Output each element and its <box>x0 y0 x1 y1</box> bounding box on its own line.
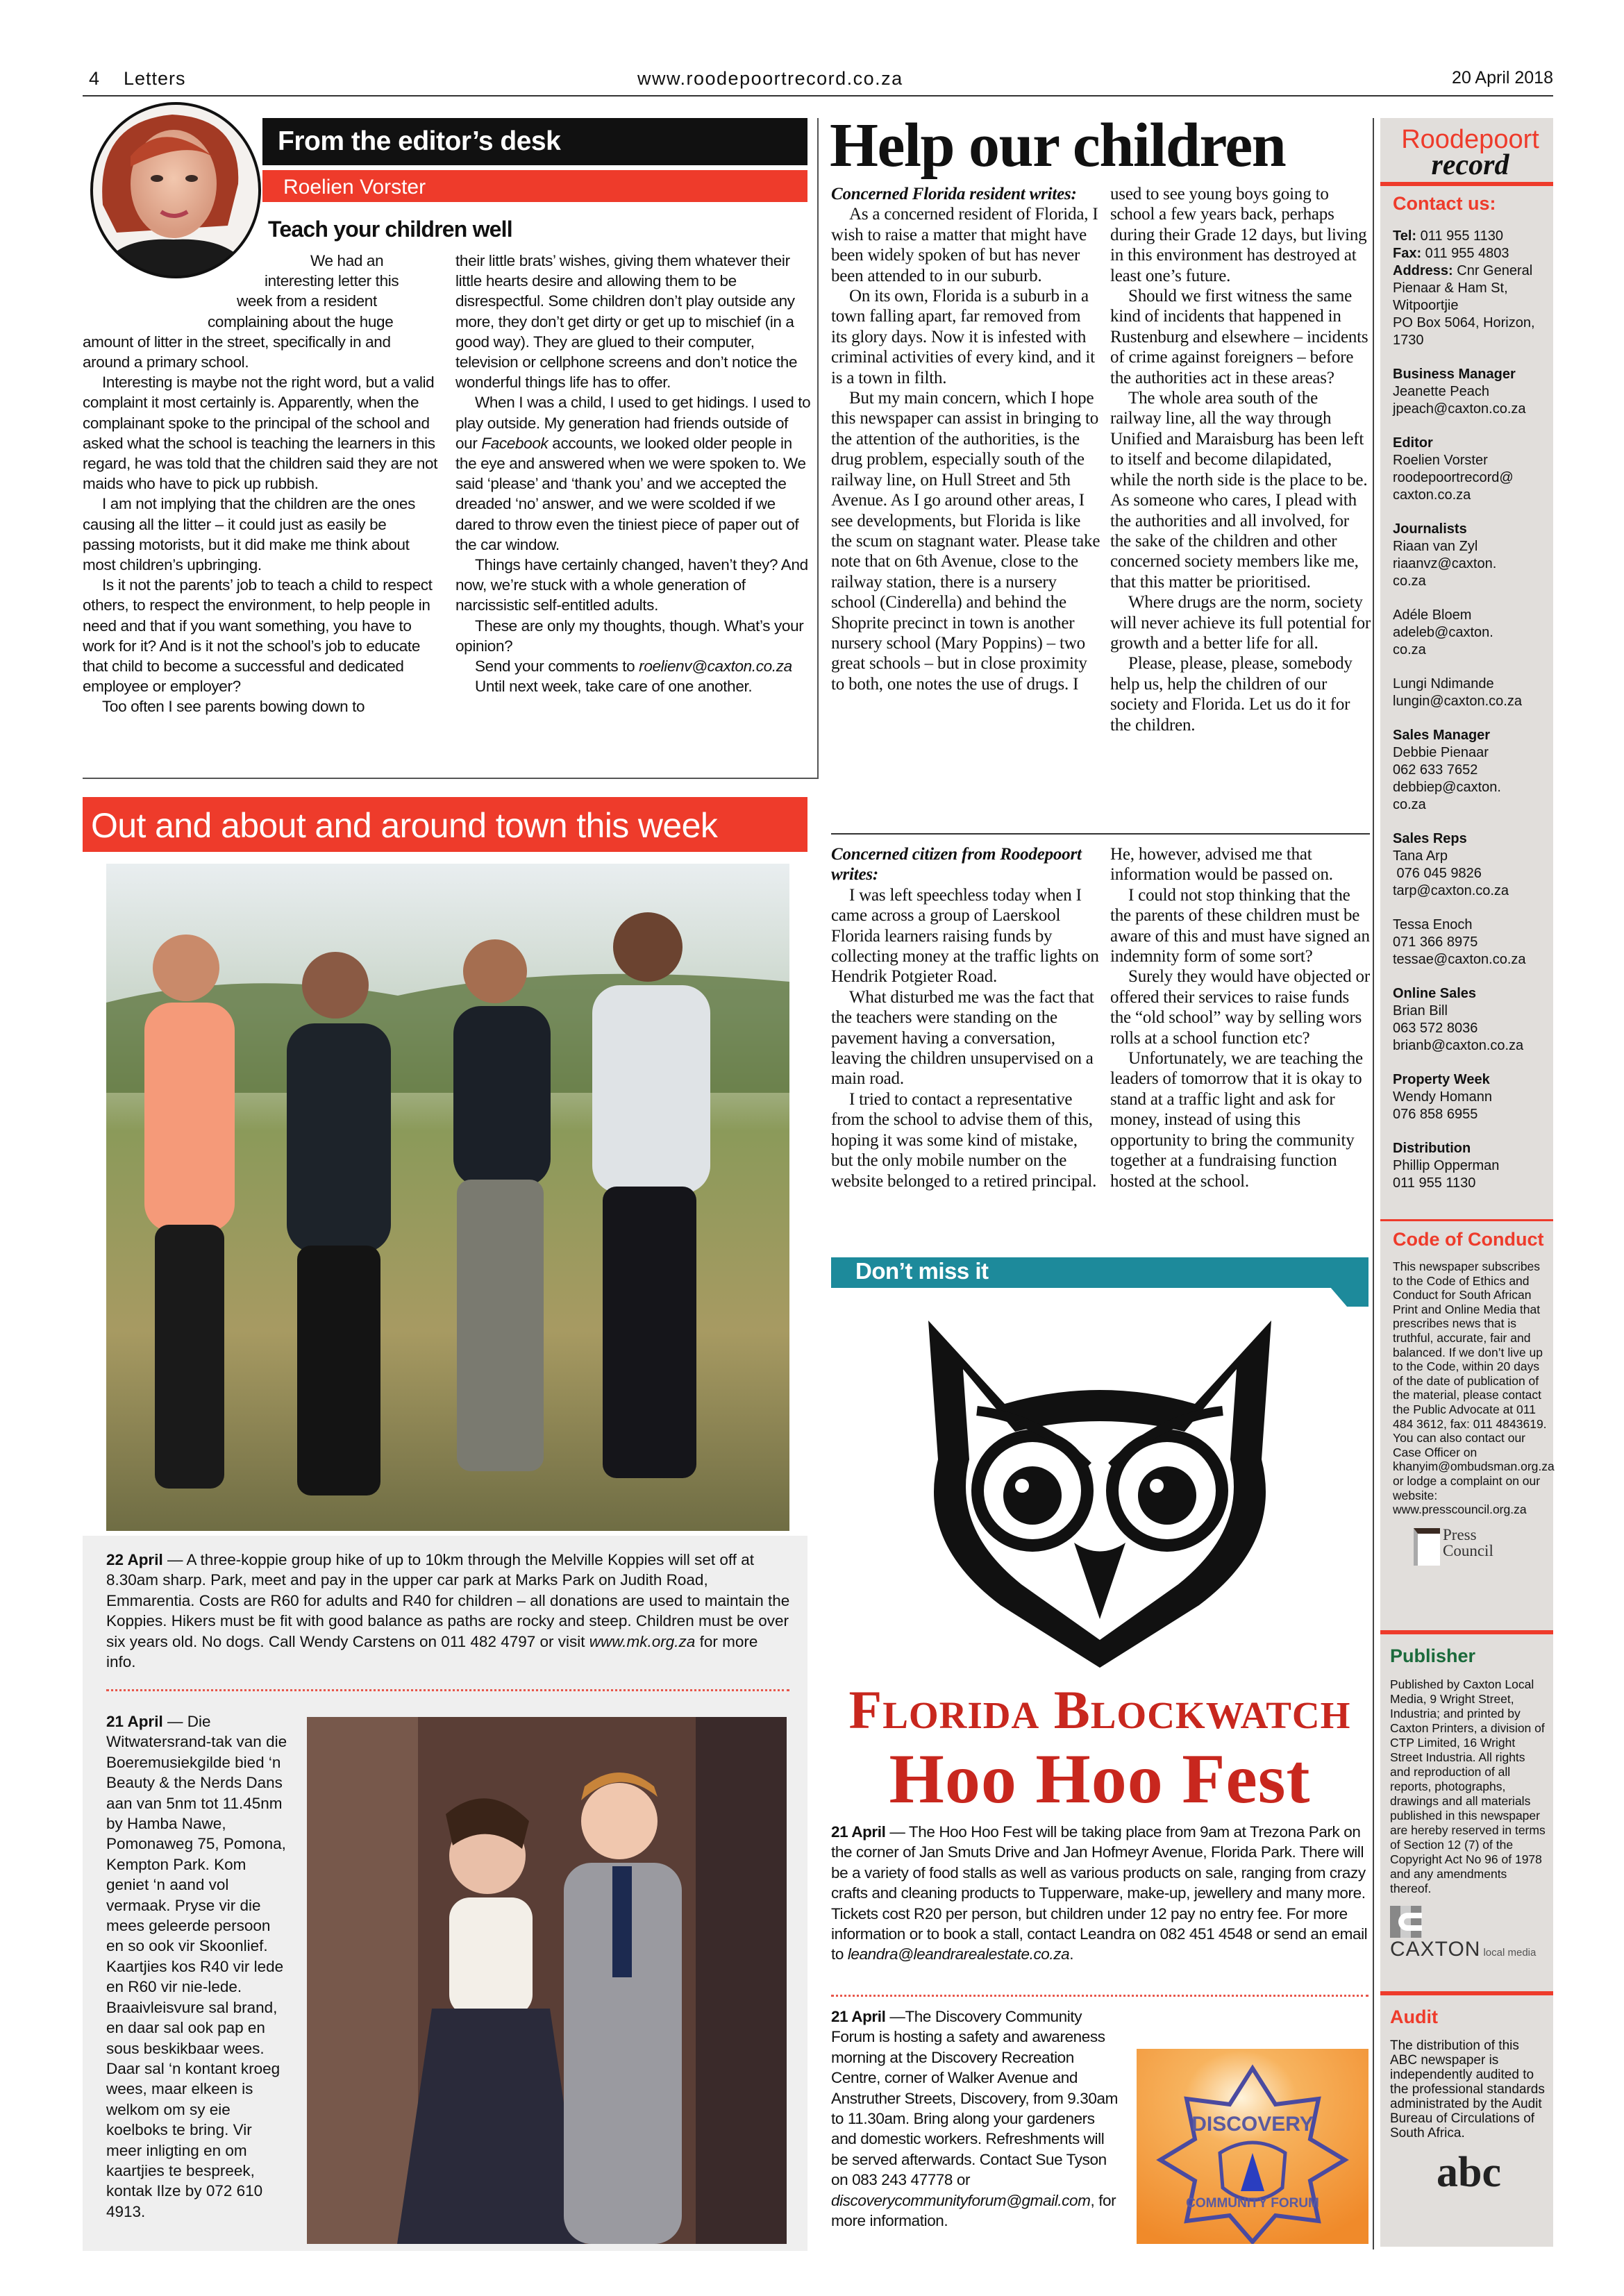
staff-name: Roelien Vorster <box>1393 453 1488 468</box>
letter-paragraph: I could not stop thinking that the the parents of these children must be aware of this and must have signed an indemnity form of some sort? <box>1110 885 1370 966</box>
address-label: Address: <box>1393 263 1453 278</box>
event-email-link[interactable]: discoverycommunityforum@gmail.com <box>831 2191 1091 2209</box>
staff-email[interactable]: riaanvz@caxton. <box>1393 556 1497 571</box>
event-link[interactable]: www.mk.org.za <box>589 1632 696 1650</box>
editor-paragraph: Too often I see parents bowing down to <box>102 698 365 716</box>
dont-miss-title: Don’t miss it <box>855 1258 989 1284</box>
letter2-column-2 <box>1110 844 1371 1191</box>
editor-paragraph: Is it not the parents’ job to teach a child to respect others, to respect the environment, to help people in need and that if you want something, you have to work for it? And is it not the school’s job to educate that child to become a successful and dedicated employee or employer? <box>83 576 433 696</box>
facebook-mention: Facebook <box>481 434 549 452</box>
staff-name: Tana Arp <box>1393 848 1448 864</box>
event-dance <box>106 1711 288 2222</box>
editor-headline: Teach your children well <box>268 217 512 242</box>
staff-phone: 076 858 6955 <box>1393 1107 1478 1122</box>
staff-sales-rep <box>1393 916 1548 969</box>
editor-author-bar <box>262 170 807 202</box>
editor-paragraph: Interesting is maybe not the right word, but a valid complaint it most certainly is. Apparently, when the complainant spoke to the principal of the school and asked what the school is teaching the learners in this regard, he was told that the children said they are not maids who have to pick up rubbish. <box>83 374 438 493</box>
staff-name: Lungi Ndimande <box>1393 676 1494 692</box>
staff-name: Wendy Homann <box>1393 1089 1493 1105</box>
event-text: for more info. <box>106 1632 758 1671</box>
staff-role: Distribution <box>1393 1141 1471 1156</box>
staff-name: Debbie Pienaar <box>1393 745 1489 760</box>
event-divider <box>106 1689 789 1691</box>
code-of-conduct-text: This newspaper subscribes to the Code of Ethics and Conduct for South African Print and Online Media that prescribes news that is truthful, accurate, fair and balanced. If we don’t live up to the Code, within 20 days of the date of publication of the material, please contact the Public Advocate at 011 484 3612, fax: 011 4843619. You can also contact our Case Officer on khanyim@ombudsman.org.za or lodge a complaint on our website: www.presscouncil.org.za <box>1393 1259 1555 1517</box>
letter-paragraph: Please, please, please, somebody help us, help the children of our society and Florida. Let us do it for the children. <box>1110 654 1353 735</box>
editor-banner-title: From the editor’s desk <box>278 126 561 156</box>
staff-role: Business Manager <box>1393 367 1516 382</box>
staff-role: Journalists <box>1393 521 1467 537</box>
letter-paragraph: The whole area south of the railway line, all the way through Unified and Maraisburg has been left to itself and become dilapidated, while the north side is the place to be. As someone who cares, I plead with the authorities and all involved, for the sake of the children and other concerned society members like me, that this matter be prioritised. <box>1110 389 1368 592</box>
sidebar-rule <box>1380 182 1553 186</box>
staff-email[interactable]: caxton.co.za <box>1393 487 1471 503</box>
hiker-3 <box>453 939 551 1471</box>
issue-date: 20 April 2018 <box>1452 68 1553 87</box>
letter-paragraph: What disturbed me was the fact that the teachers were standing on the pavement having a conversation, leaving the children unsupervised on a main road. <box>831 987 1094 1089</box>
editor-banner <box>262 118 807 165</box>
event-date: 21 April <box>106 1713 163 1730</box>
letter1-column-1 <box>831 184 1100 694</box>
fax-label: Fax: <box>1393 246 1422 261</box>
staff-journalist <box>1393 521 1548 590</box>
staff-email[interactable]: co.za <box>1393 573 1426 589</box>
code-of-conduct-heading: Code of Conduct <box>1393 1229 1544 1250</box>
editor-paragraph: Until next week, take care of one another. <box>475 678 753 696</box>
staff-journalist <box>1393 676 1548 710</box>
editor-column-2 <box>455 251 811 696</box>
staff-email[interactable]: lungin@caxton.co.za <box>1393 694 1522 709</box>
event-hike <box>106 1550 790 1672</box>
letter-paragraph: As a concerned resident of Florida, I wish to raise a matter that might have been widely spoken of but has never been attended to in our suburb. <box>831 205 1098 285</box>
staff-phone: 062 633 7652 <box>1393 762 1478 778</box>
tel-label: Tel: <box>1393 228 1417 244</box>
letters-divider <box>831 833 1370 835</box>
staff-journalist <box>1393 607 1548 659</box>
editor-paragraph: These are only my thoughts, though. What’s your opinion? <box>455 617 804 655</box>
sidebar-rule <box>1380 1630 1553 1634</box>
staff-name: Adéle Bloem <box>1393 607 1472 623</box>
letter1-column-2 <box>1110 184 1371 735</box>
staff-name: Phillip Opperman <box>1393 1158 1500 1173</box>
roodepoort-record-logo <box>1393 125 1548 181</box>
editor-paragraph: their little brats’ wishes, giving them whatever their little hearts desire and allowing them to be disrespectful. Some children don’t play outside any more, they don’t get dirty or get up to mischief (in a good way). They are glued to their computer, television or cellphone screens and don’t notice the wonderful things life has to offer. <box>455 252 798 392</box>
event-text: — The Hoo Hoo Fest will be taking place from 9am at Trezona Park on the corner of Jan Smuts Drive and Jan Hofmeyr Avenue, Florida Park. There will be a variety of food stalls as well as various products on sale, ranging from crazy crafts and cleaning products to Tupperware, make-up, jewellery and many more. Tickets cost R20 per person, but children under 12 pay no entry fee. For more information or to book a stall, contact Leandra on 082 451 4548 or send an email to <box>831 1823 1368 1963</box>
staff-role: Sales Manager <box>1393 728 1491 743</box>
event-text: — Die Witwatersrand-tak van die Boeremusiekgilde bied ‘n Beauty & the Nerds Dans aan van 5nm tot 11.45nm by Hamba Nawe, Pomonaweg 75, Pomona, Kempton Park. Kom geniet ‘n aand vol vermaak. Pryse vir die mees geleerde persoon en so ook vir Skoonlief. Kaartjies kos R40 vir lede en R60 vir nie-lede. Braaivleisvure sal brand, en daar sal ook pap en sous beskikbaar wees. Daar sal ‘n kontant kroeg wees, maar elkeen is welkom om sy eie koelboks te bring. Vir meer inligting en om kaartjies te bespreek, kontak Ilze by 072 610 4913. <box>106 1713 287 2220</box>
dance-photo <box>307 1717 787 2244</box>
editor-paragraph: I am not implying that the children are the ones causing all the litter – it could just as easily be passing motorists, but it did make me think about most children’s upbringing. <box>83 495 415 574</box>
staff-email[interactable]: co.za <box>1393 642 1426 657</box>
abc-logo: abc <box>1437 2149 1501 2196</box>
poster-hoo-hoo-fest: Hoo Hoo Fest <box>889 1740 1311 1818</box>
letter-paragraph: used to see young boys going to school a few years back, perhaps during their Grade 12 days, but living in this environment has destroyed at least one’s future. <box>1110 185 1367 285</box>
discovery-forum-logo <box>1137 2049 1368 2244</box>
staff-email[interactable]: adeleb@caxton. <box>1393 625 1493 640</box>
editor-paragraph: We had an interesting letter this week from a resident complaining about the huge amount of litter in the street, specifically in and around a primary school. <box>83 252 399 371</box>
header-rule <box>83 95 1553 97</box>
staff-email[interactable]: co.za <box>1393 797 1426 812</box>
staff-role: Property Week <box>1393 1072 1490 1087</box>
event-email-link[interactable]: leandra@leandrarealestate.co.za <box>847 1945 1070 1963</box>
staff-email[interactable]: debbiep@caxton. <box>1393 780 1501 795</box>
staff-sales-manager <box>1393 727 1548 814</box>
address: Cnr General Pienaar & Ham St, Witpoortjie <box>1393 263 1533 313</box>
hiker-4 <box>592 912 710 1478</box>
hiker-2 <box>287 952 391 1495</box>
publisher-text: Published by Caxton Local Media, 9 Wright Street, Industria; and printed by Caxton Printers, a division of CTP Limited, 16 Wright Street Industria. All rights and reproduction of all reports, photographs, drawings and all materials published in this newspaper are hereby reserved in terms of Section 12 (7) of the Copyright Act No 96 of 1978 and any amendments thereof. <box>1390 1677 1546 1895</box>
logo-line-2: record <box>1431 149 1509 181</box>
discovery-logo-subtext: COMMUNITY FORUM <box>1186 2196 1319 2211</box>
letter-paragraph: I tried to contact a representative from the school to advise them of this, hoping it was some kind of mistake, but the only mobile number on the website belonged to a retired principal. <box>831 1089 1097 1191</box>
editor-column-1 <box>83 251 438 717</box>
staff-distribution <box>1393 1140 1548 1192</box>
editor-author: Roelien Vorster <box>283 176 426 199</box>
sidebar-rule <box>1380 1991 1553 1995</box>
text: When I was a child, I used to get hidings. I used to play outside. My generation had friends outside of our <box>455 394 811 452</box>
event-text: —The Discovery Community Forum is hosting a safety and awareness morning at the Discovery Recreation Centre, corner of Walker Avenue and Anstruther Streets, Discovery, from 9.30am to 11.30am. Bring along your gardeners and domestic workers. Refreshments will be served afterwards. Contact Sue Tyson on 083 243 47778 or <box>831 2008 1118 2189</box>
staff-role: Editor <box>1393 435 1433 451</box>
logo-line-1: Roodepoort <box>1401 125 1539 154</box>
staff-email[interactable]: roodepoortrecord@ <box>1393 470 1514 485</box>
letters-title: Help our children <box>830 111 1286 180</box>
staff-property-week <box>1393 1071 1548 1123</box>
page-number: 4 <box>89 68 100 89</box>
staff-phone: 076 045 9826 <box>1393 866 1482 881</box>
staff-phone: 071 366 8975 <box>1393 935 1478 950</box>
column-divider <box>1373 118 1374 2249</box>
poster-florida-blockwatch: Florida Blockwatch <box>848 1679 1351 1740</box>
publisher-heading: Publisher <box>1390 1645 1476 1666</box>
hike-photo <box>106 864 789 1531</box>
editor-email-link[interactable]: roelienv@caxton.co.za <box>639 657 792 676</box>
website[interactable]: www.roodepoortrecord.co.za <box>637 68 903 89</box>
owl-illustration <box>831 1314 1368 1675</box>
event-date: 21 April <box>831 2008 886 2025</box>
staff-email[interactable]: jpeach@caxton.co.za <box>1393 401 1526 417</box>
staff-role: Sales Reps <box>1393 831 1467 846</box>
staff-phone: 011 955 1130 <box>1393 1175 1476 1191</box>
staff-sales-rep <box>1393 830 1548 900</box>
hiker-1 <box>144 935 235 1489</box>
staff-online-sales <box>1393 985 1548 1055</box>
staff-email[interactable]: tessae@caxton.co.za <box>1393 952 1526 967</box>
audit-text: The distribution of this ABC newspaper is independently audited to the professional standards administrated by the Audit Bureau of Circulations of South Africa. <box>1390 2038 1545 2140</box>
staff-business-manager <box>1393 366 1548 418</box>
out-and-about-banner <box>83 797 807 852</box>
event-divider <box>831 1995 1368 1997</box>
staff-name: Brian Bill <box>1393 1003 1448 1019</box>
event-date: 22 April <box>106 1551 163 1568</box>
editor-paragraph <box>455 656 811 676</box>
event-hoo-hoo-fest <box>831 1822 1373 1965</box>
letter2-column-1 <box>831 844 1100 1191</box>
event-discovery-forum <box>831 2006 1121 2231</box>
text: accounts, we looked older people in the eye and answered when we were spoken to. We said ‘please’ and ‘thank you’ and we accepted the dreaded ‘no’ answer, and we were scolded if we dared to throw even the tiniest piece of paper out of the car window. <box>455 434 806 553</box>
staff-role: Online Sales <box>1393 986 1477 1001</box>
staff-name: Riaan van Zyl <box>1393 539 1478 554</box>
audit-heading: Audit <box>1390 2006 1438 2027</box>
letter-paragraph: Surely they would have objected or offered their services to raise funds the “old school” way by selling wors rolls at a school function etc? <box>1110 967 1370 1048</box>
caxton-logo: CAXTON local media <box>1390 1906 1548 1961</box>
staff-editor <box>1393 435 1548 504</box>
event-text: — A three-koppie group hike of up to 10km through the Melville Koppies will set off at 8.30am sharp. Park, meet and pay in the upper car park at Marks Park on Judith Road, Emmarentia. Costs are R60 for adults and R40 for children – all donations are used to maintain the Koppies. Hikers must be fit with good balance as paths are rocky and steep. Children must be over six years old. No dogs. Call Wendy Carstens on 011 482 4797 or visit <box>106 1551 790 1650</box>
editor-paragraph <box>455 392 811 555</box>
discovery-logo-text: DISCOVERY <box>1191 2113 1314 2136</box>
sidebar <box>1380 118 1553 2247</box>
event-text: , for more information. <box>831 2191 1116 2230</box>
sidebar-rule <box>1380 1219 1553 1221</box>
event-date: 21 April <box>831 1823 886 1841</box>
staff-email[interactable]: brianb@caxton.co.za <box>1393 1038 1524 1053</box>
fax-number: 011 955 4803 <box>1421 246 1509 261</box>
letter-paragraph: He, however, advised me that information would be passed on. <box>1110 845 1333 885</box>
letter-paragraph: Should we first witness the same kind of incidents that happened in Rustenburg and elsewhere – incidents of crime against foreigners – before the authorities act in these areas? <box>1110 287 1368 387</box>
letter-paragraph: On its own, Florida is a suburb in a town falling apart, far removed from its glory days. Now it is infested with criminal activities of every kind, and it is a town in filth. <box>831 287 1095 387</box>
event-text: . <box>1069 1945 1074 1963</box>
letter-paragraph: I was left speechless today when I came across a group of Laerskool Florida learners raising funds by collecting money at the traffic lights on Hendrik Potgieter Road. <box>831 885 1099 987</box>
po-box: PO Box 5064, Horizon, 1730 <box>1393 315 1535 348</box>
letter-byline: Concerned Florida resident writes: <box>831 185 1077 203</box>
staff-name: Tessa Enoch <box>1393 917 1473 932</box>
out-and-about-title: Out and about and around town this week <box>91 806 718 845</box>
staff-phone: 063 572 8036 <box>1393 1021 1478 1036</box>
press-council-logo: Press Council <box>1414 1527 1548 1561</box>
editor-paragraph: Things have certainly changed, haven’t they? And now, we’re stuck with a whole generation of narcissistic self-entitled adults. <box>455 556 808 614</box>
letter-paragraph: But my main concern, which I hope this newspaper can assist in bringing to the attention of the authorities, is the drug problem, especially south of the railway line, on Hull Street and 5th Avenue. As I go around other areas, I see developments, but Florida is like the scum on stagnant water. Please take note that on 6th Avenue, close to the railway station, there is a nursery school (Cinderella) and behind the Shoprite precinct in town is another nursery school (Mary Poppins) – two great schools – but in close proximity to both, one notes the use of drugs. I <box>831 389 1100 694</box>
section-name: Letters <box>124 68 186 89</box>
letter-byline: Concerned citizen from Roodepoort writes: <box>831 845 1082 885</box>
staff-name: Jeanette Peach <box>1393 384 1489 399</box>
contact-heading: Contact us: <box>1393 193 1496 214</box>
text: Send your comments to <box>475 657 639 676</box>
tel-number: 011 955 1130 <box>1416 228 1504 244</box>
staff-email[interactable]: tarp@caxton.co.za <box>1393 883 1509 898</box>
letter-paragraph: Unfortunately, we are teaching the leaders of tomorrow that it is okay to stand at a traffic light and ask for money, instead of using this opportunity to bring the community together at a fundraising function hosted at the school. <box>1110 1049 1363 1191</box>
letter-paragraph: Where drugs are the norm, society will never achieve its full potential for growth and a better life for all. <box>1110 593 1371 653</box>
